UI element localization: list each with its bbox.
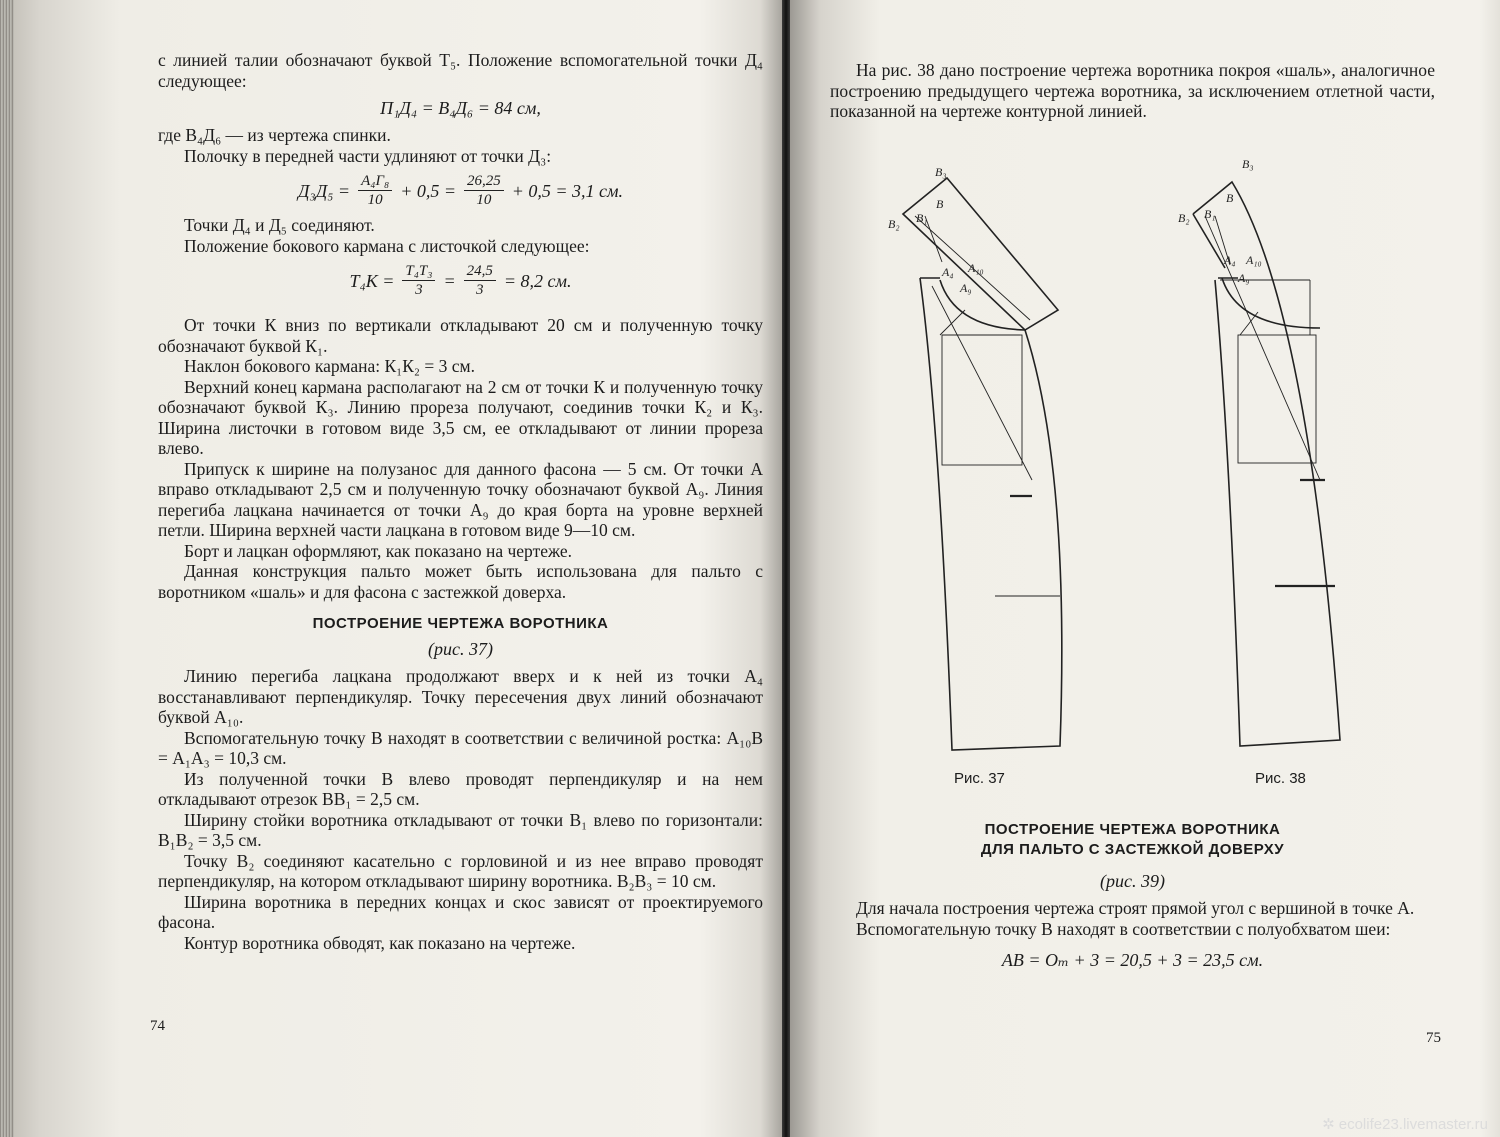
label-b3: В₃: [1242, 157, 1254, 171]
fig37-front-outline: [920, 278, 1062, 750]
paragraph: Вспомогательную точку В находят в соответствии с величиной ростка: А₁₀В = А₁А₃ = 10,3 см.: [158, 727, 763, 768]
formula-lhs: Т₄К =: [349, 270, 395, 291]
label-a4: А₄: [942, 265, 954, 279]
paragraph: Точку В₂ соединяют касательно с горловиной и из нее вправо проводят перпендикуляр, на котором откладывают ширину воротника. В₂В₃ = 10 см.: [158, 850, 763, 891]
numerator: 24,5: [464, 262, 496, 281]
figure-38: [1193, 182, 1340, 746]
fig38-collar-outline: [1193, 182, 1340, 746]
label-b3: В₃: [935, 165, 947, 179]
fraction: [358, 172, 392, 209]
paragraph: Полочку в передней части удлиняют от точки Д₃:: [184, 145, 552, 166]
page-edges: [0, 0, 14, 1137]
section-subheading: (рис. 39): [1100, 871, 1165, 891]
paragraph: Наклон бокового кармана: К₁К₂ = 3 см.: [184, 356, 475, 376]
book-gutter: [782, 0, 790, 1137]
label-a4: А₄: [1224, 253, 1236, 267]
fig37-lapel-fold-line: [932, 286, 1032, 480]
formula-fraction: [158, 172, 763, 209]
label-a10: А₁₀: [968, 261, 984, 275]
numerator: 26,25: [464, 172, 504, 191]
label-b1: В₁: [1204, 207, 1216, 221]
formula-lhs: Д₃Д₅ =: [297, 180, 351, 201]
fig37-collar-outline: [903, 178, 1058, 330]
paragraph: Из полученной точки В влево проводят перпендикуляр и на нем откладывают отрезок ВВ₁ = 2,5 см.: [158, 768, 763, 809]
label-b2: В₂: [1178, 211, 1190, 225]
label-a9: А₉: [960, 281, 972, 295]
paragraph: Ширина воротника в передних концах и скос зависят от проектируемого фасона.: [158, 891, 763, 932]
formula: АВ = Оₘ + 3 = 20,5 + 3 = 23,5 см.: [1001, 950, 1264, 970]
formula-fraction: [158, 262, 763, 299]
fraction: [402, 262, 435, 299]
section-subheading: (рис. 37): [428, 639, 493, 659]
page-number: 74: [150, 1018, 165, 1034]
formula-rhs: + 0,5 = 3,1 см.: [511, 180, 624, 201]
paragraph: Борт и лацкан оформляют, как показано на чертеже.: [184, 540, 572, 561]
right-bottom-text: [830, 820, 1435, 977]
figure-37-caption: Рис. 37: [954, 770, 1005, 787]
fig37-construction-rect: [942, 335, 1022, 465]
watermark-gear-icon: ✲: [1322, 1116, 1335, 1133]
paragraph: На рис. 38 дано построение чертежа воротника покроя «шаль», аналогичное построению предыдущего чертежа воротника, за исключением отлетной части, показанной на чертеже контурной линией.: [830, 60, 1435, 121]
fig37-construction-line: [925, 216, 942, 262]
paragraph: с линией талии обозначают буквой Т₅. Положение вспомогательной точки Д₄ следующее:: [158, 50, 763, 91]
section-heading: ПОСТРОЕНИЕ ЧЕРТЕЖА ВОРОТНИКА: [312, 615, 609, 632]
paragraph: где В₄Д₆ — из чертежа спинки.: [158, 125, 391, 145]
figure-38-caption: Рис. 38: [1255, 770, 1306, 787]
fraction: [464, 262, 496, 299]
denominator: 10: [367, 192, 383, 208]
paragraph: Верхний конец кармана располагают на 2 см от точки К и полученную точку обозначают буквой К₃. Линию прореза получают, соединив точки К₂ и К₃. Ширина листочки в готовом виде 3,5 см, ее откладывают от линии прореза влево.: [158, 376, 763, 458]
fig38-collar-edge: [1193, 214, 1225, 268]
label-b2: В₂: [888, 217, 900, 231]
fraction: [464, 172, 504, 209]
paragraph: Контур воротника обводят, как показано на чертеже.: [184, 932, 576, 953]
page-number: 75: [1426, 1030, 1441, 1046]
label-a10: А₁₀: [1246, 253, 1262, 267]
paragraph: Вспомогательную точку В находят в соответствии с полуобхватом шеи:: [856, 918, 1391, 939]
right-text-column: [830, 60, 1435, 122]
paragraph: Точки Д₄ и Д₅ соединяют.: [184, 215, 375, 235]
watermark-text: ecolife23.livemaster.ru: [1338, 1116, 1488, 1133]
figure-38-labels: [1178, 157, 1262, 285]
formula-mid: + 0,5 =: [400, 180, 456, 201]
numerator: Т₄Т₃: [402, 262, 435, 281]
paragraph: Линию перегиба лацкана продолжают вверх и к ней из точки А₄ восстанавливают перпендикуляр. Точку пересечения двух линий обозначают буквой А₁₀.: [158, 666, 763, 727]
label-b1: В₁: [916, 211, 928, 225]
paragraph: Ширину стойки воротника откладывают от точки В₁ влево по горизонтали: В₁В₂ = 3,5 см.: [158, 809, 763, 850]
label-a9: А₉: [1238, 271, 1250, 285]
paragraph: Для начала построения чертежа строят прямой угол с вершиной в точке А.: [856, 898, 1415, 918]
denominator: 10: [476, 192, 492, 208]
paragraph: От точки К вниз по вертикали откладывают 20 см и полученную точку обозначают буквой К₁.: [158, 315, 763, 356]
right-page: [790, 0, 1500, 1137]
paragraph: Данная конструкция пальто может быть использована для пальто с воротником «шаль» и для фасона с застежкой доверха.: [158, 561, 763, 602]
label-b: В: [936, 197, 944, 211]
figure-37-labels: [888, 165, 984, 295]
formula-rhs: = 8,2 см.: [503, 270, 572, 291]
paragraph: Припуск к ширине на полузанос для данного фасона — 5 см. От точки А вправо откладывают 2,5 см и полученную точку обозначают буквой А₉. Линия перегиба лацкана начинается от точки А₉ до края борта на уровне верхней петли. Ширина верхней части лацкана в готовом виде 9—10 см.: [158, 458, 763, 540]
denominator: 3: [415, 282, 423, 298]
left-text-column: [158, 50, 763, 953]
section-heading: ДЛЯ ПАЛЬТО С ЗАСТЕЖКОЙ ДОВЕРХУ: [980, 841, 1285, 858]
fig38-neckline: [1222, 278, 1320, 328]
fig38-lapel-fold-line: [1205, 216, 1320, 480]
label-b: В: [1226, 191, 1234, 205]
formula-mid: =: [443, 270, 456, 291]
fig37-construction-line: [940, 310, 965, 335]
section-heading: ПОСТРОЕНИЕ ЧЕРТЕЖА ВОРОТНИКА: [984, 821, 1281, 838]
collar-drawings: [880, 150, 1440, 790]
paragraph: Положение бокового кармана с листочкой следующее:: [184, 235, 590, 256]
denominator: 3: [476, 282, 484, 298]
formula: П₁Д₄ = В₄Д₆ = 84 см,: [380, 98, 541, 118]
numerator: А₄Г₈: [358, 172, 392, 191]
watermark: [1322, 1115, 1488, 1133]
